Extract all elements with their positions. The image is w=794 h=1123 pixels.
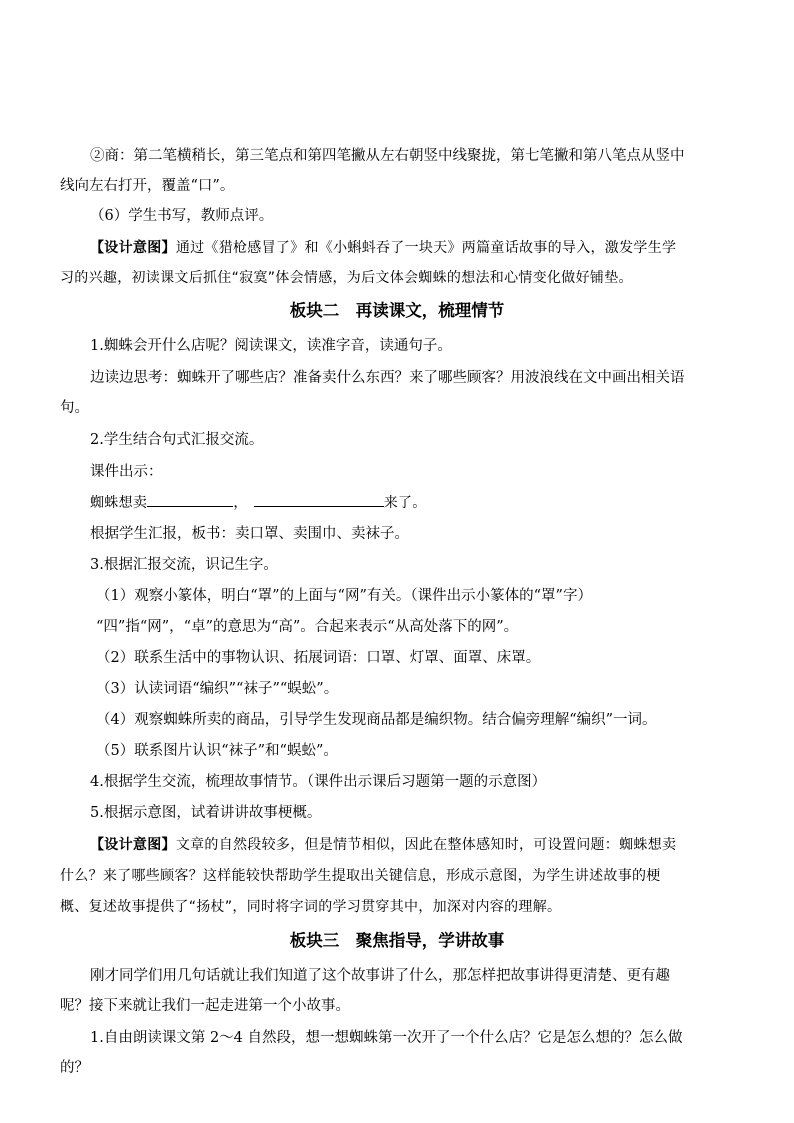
paragraph-line: 根据学生汇报，板书：卖口罩、卖围巾、卖袜子。 bbox=[90, 526, 409, 542]
paragraph-line: 刚才同学们用几句话就让我们知道了这个故事讲了什么，那怎样把故事讲得更清楚、更有趣 bbox=[90, 968, 670, 984]
paragraph-line: （5）联系图片认识“袜子”和“蜈蚣”。 bbox=[96, 743, 338, 759]
paragraph-line: 线向左右打开，覆盖“口”。 bbox=[60, 178, 235, 194]
design-intent-note bbox=[90, 238, 676, 258]
fill-in-sentence bbox=[90, 492, 427, 513]
paragraph-line: 边读边思考：蜘蛛开了哪些店？准备卖什么东西？来了哪些顾客？用波浪线在文中画出相关语 bbox=[90, 370, 685, 386]
paragraph-line: ②商：第二笔横稍长，第三笔点和第四笔撇从左右朝竖中线聚拢，第七笔撇和第八笔点从竖中 bbox=[90, 148, 685, 164]
section-heading: 板块三 聚焦指导，学讲故事 bbox=[289, 931, 505, 950]
paragraph-line: 句。 bbox=[60, 400, 89, 416]
paragraph-line: 4.根据学生交流，梳理故事情节。（课件出示课后习题第一题的示意图） bbox=[90, 774, 547, 790]
design-intent-text: 概、复述故事提供了“扬杖”，同时将字词的学习贯穿其中，加深对内容的理解。 bbox=[60, 899, 562, 915]
blank-line bbox=[254, 492, 384, 507]
paragraph-line: 3.根据汇报交流，识记生字。 bbox=[90, 557, 278, 573]
paragraph-line: “四”指“网”，“卓”的意思为“高”。合起来表示“从高处落下的网”。 bbox=[96, 619, 519, 635]
design-intent-label: 【设计意图】 bbox=[90, 240, 176, 256]
paragraph-line: 课件出示： bbox=[90, 464, 163, 480]
paragraph-line: 呢？接下来就让我们一起走进第一个小故事。 bbox=[60, 998, 350, 1014]
design-intent-text: 文章的自然段较多，但是情节相似，因此在整体感知时，可设置问题：蜘蛛想卖 bbox=[175, 837, 677, 853]
design-intent-note bbox=[90, 835, 676, 855]
blank-line bbox=[147, 492, 233, 507]
design-intent-text: 习的兴趣，初读课文后抓住“寂寞”体会情感，为后文体会蜘蛛的想法和心情变化做好铺垫。 bbox=[60, 270, 633, 286]
section-heading: 板块二 再读课文，梳理情节 bbox=[289, 301, 505, 320]
paragraph-line: （6）学生书写，教师点评。 bbox=[90, 208, 274, 224]
paragraph-line: （3）认读词语“编织”“袜子”“蜈蚣”。 bbox=[96, 681, 339, 697]
paragraph-line: （4）观察蜘蛛所卖的商品，引导学生发现商品都是编织物。结合偏旁理解“编织”一词。 bbox=[96, 712, 657, 728]
design-intent-label: 【设计意图】 bbox=[90, 837, 176, 853]
sentence-end: 来了。 bbox=[383, 495, 427, 511]
design-intent-text: 什么？来了哪些顾客？这样能较快帮助学生提取出关键信息，形成示意图，为学生讲述故事的梗 bbox=[60, 868, 661, 884]
paragraph-line: 2.学生结合句式汇报交流。 bbox=[90, 432, 264, 448]
paragraph-line: 5.根据示意图，试着讲讲故事梗概。 bbox=[90, 805, 322, 821]
paragraph-line: 1.蜘蛛会开什么店呢？阅读课文，读准字音，读通句子。 bbox=[90, 338, 452, 354]
paragraph-line: （2）联系生活中的事物认识、拓展词语：口罩、灯罩、面罩、床罩。 bbox=[96, 650, 541, 666]
sentence-start: 蜘蛛想卖 bbox=[90, 495, 148, 511]
sentence-comma: ， bbox=[233, 495, 248, 511]
paragraph-line: 的？ bbox=[60, 1060, 89, 1076]
paragraph-line: （1）观察小篆体，明白“罩”的上面与“网”有关。（课件出示小篆体的“罩”字） bbox=[96, 588, 592, 604]
paragraph-line: 1.自由朗读课文第 2～4 自然段，想一想蜘蛛第一次开了一个什么店？它是怎么想的？怎么做 bbox=[90, 1030, 683, 1046]
design-intent-text: 通过《猎枪感冒了》和《小蝌蚪吞了一块天》两篇童话故事的导入，激发学生学 bbox=[175, 240, 677, 256]
